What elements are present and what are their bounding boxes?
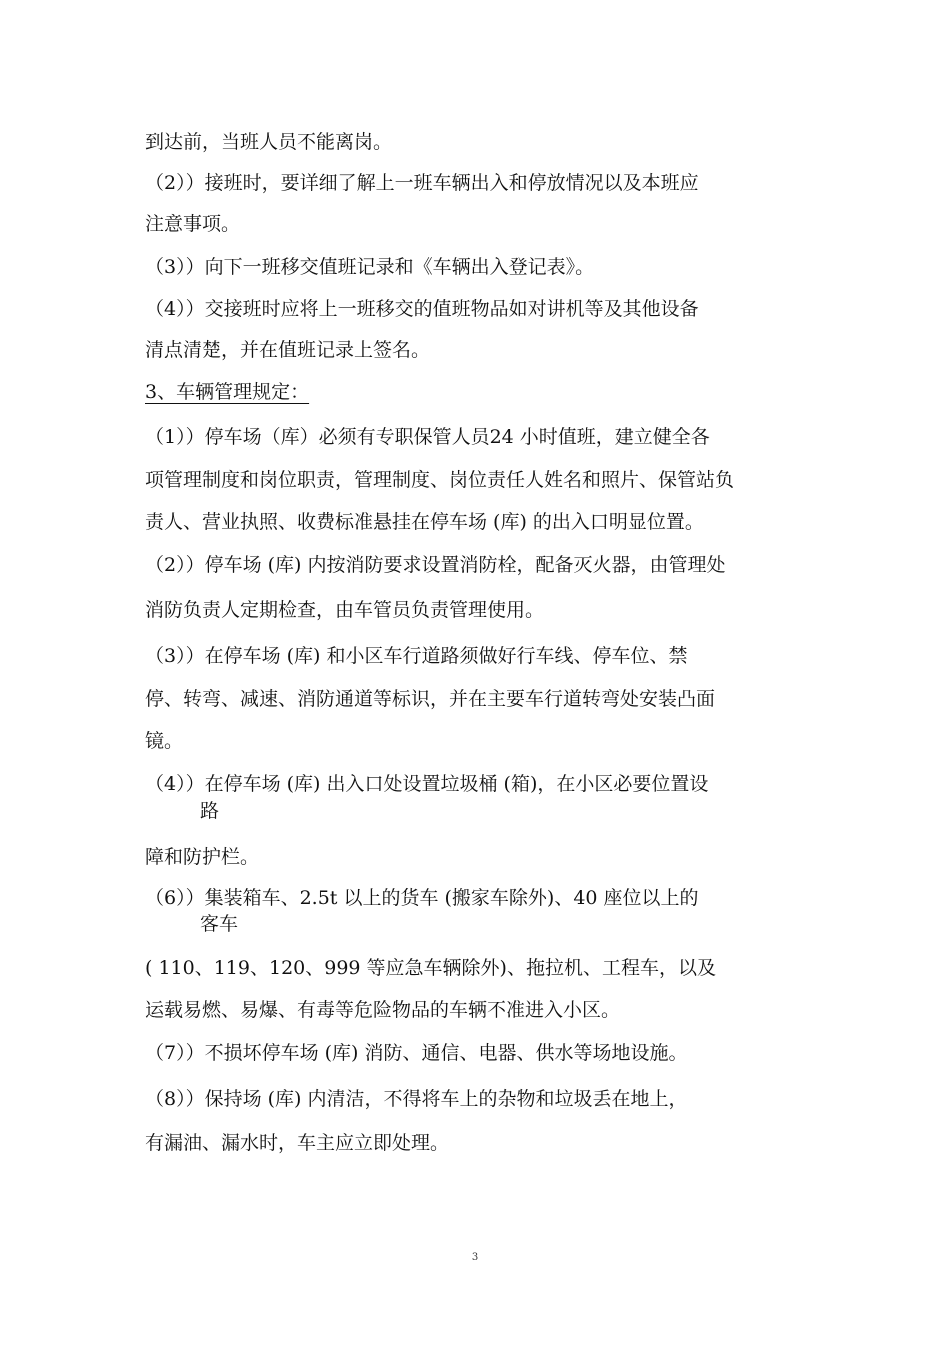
text-line: 注意事项。 (145, 213, 241, 235)
text-line: 责人、营业执照、收费标准悬挂在停车场 (库) 的出入口明显位置。 (145, 511, 704, 533)
text-line-wrap: 路 (200, 800, 220, 822)
text-line: 运载易燃、易爆、有毒等危险物品的车辆不准进入小区。 (145, 999, 621, 1021)
text-line: ( 110、119、120、999 等应急车辆除外)、拖拉机、工程车，以及 (145, 957, 716, 979)
text-line: 有漏油、漏水时，车主应立即处理。 (145, 1132, 450, 1154)
text-line: 清点清楚，并在值班记录上签名。 (145, 339, 431, 361)
text-line: （2））停车场 (库) 内按消防要求设置消防栓，配备灭火器，由管理处 (145, 554, 726, 576)
text-line-wrap: 客车 (200, 913, 239, 935)
text-line: 停、转弯、减速、消防通道等标识，并在主要车行道转弯处安装凸面 (145, 688, 716, 710)
text-line: （4））交接班时应将上一班移交的值班物品如对讲机等及其他设备 (145, 298, 699, 320)
text-line: （2））接班时，要详细了解上一班车辆出入和停放情况以及本班应 (145, 172, 699, 194)
text-line: （4））在停车场 (库) 出入口处设置垃圾桶 (箱)，在小区必要位置设 (145, 773, 709, 795)
text-line: 消防负责人定期检查，由车管员负责管理使用。 (145, 599, 545, 621)
page-number: 3 (471, 1252, 479, 1263)
text-line: 镜。 (145, 730, 184, 752)
text-line: （7））不损坏停车场 (库) 消防、通信、电器、供水等场地设施。 (145, 1042, 688, 1064)
text-line: （3））向下一班移交值班记录和《车辆出入登记表》。 (145, 256, 595, 278)
text-line: （6））集装箱车、2.5t 以上的货车 (搬家车除外)、40 座位以上的 (145, 887, 699, 909)
text-line: 障和防护栏。 (145, 846, 260, 868)
section-heading: 3、车辆管理规定： (145, 381, 310, 403)
text-line: 项管理制度和岗位职责，管理制度、岗位责任人姓名和照片、保管站负 (145, 469, 735, 491)
text-line: （3））在停车场 (库) 和小区车行道路须做好行车线、停车位、禁 (145, 645, 688, 667)
text-line: （1））停车场（库）必须有专职保管人员24 小时值班，建立健全各 (145, 426, 710, 448)
text-line: 到达前，当班人员不能离岗。 (145, 131, 393, 153)
text-line: （8））保持场 (库) 内清洁，不得将车上的杂物和垃圾丢在地上， (145, 1088, 688, 1110)
